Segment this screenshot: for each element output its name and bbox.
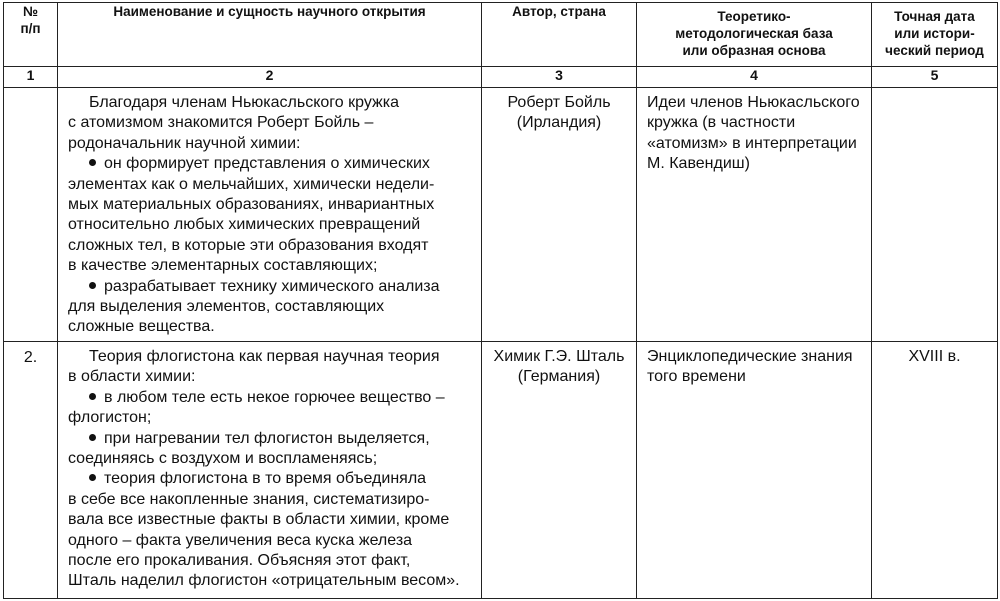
description-intro: Теория флогистона как первая научная теория в области химии: — [68, 348, 440, 386]
column-number: 4 — [637, 67, 872, 88]
bullet-icon — [89, 282, 96, 289]
bullet-icon — [89, 393, 96, 400]
bullet-item: при нагревании тел флогистон выделяется, соединяясь с воздухом и воспламеняясь; — [68, 429, 430, 468]
header-row — [4, 3, 998, 67]
description-intro: Благодаря членам Ньюкасльского кружка с атомизмом знакомится Роберт Бойль – родоначальник научной химии: — [68, 94, 399, 152]
discovery-description — [58, 88, 482, 342]
column-number: 3 — [482, 67, 637, 88]
bullet-item: он формирует представления о химических элементах как о мельчайших, химически недели- мых материальных образованиях, инвариантных относительно любых химических превращений сложных тел, в которые эти образования входят в качестве элементарных составляющих; — [68, 155, 435, 275]
column-number: 1 — [4, 67, 58, 88]
table-row — [4, 342, 998, 599]
column-number: 5 — [872, 67, 998, 88]
table-row — [4, 88, 998, 342]
bullet-icon — [89, 434, 96, 441]
bullet-item: разрабатывает технику химического анализа для выделения элементов, составляющих сложные вещества. — [68, 277, 440, 336]
column-number-row — [4, 67, 998, 88]
header-date-period: Точная дата или истори- ческий период — [872, 3, 998, 67]
author-country: Химик Г.Э. Шталь (Германия) — [482, 342, 637, 599]
header-name-and-essence: Наименование и сущность научного открытия — [58, 3, 482, 67]
date-period — [872, 88, 998, 342]
bullet-item: теория флогистона в то время объединяла в себе все накопленные знания, систематизиро- вала все известные факты в области химии, кроме одного – факта увеличения веса куска железа после его прокаливания. Объясняя этот факт, Шталь наделил флогистон «отрицательным весом». — [68, 470, 460, 590]
header-number: № п/п — [4, 3, 58, 67]
discovery-description — [58, 342, 482, 599]
header-author-country: Автор, страна — [482, 3, 637, 67]
row-number — [4, 88, 58, 342]
bullet-icon — [89, 474, 96, 481]
column-number: 2 — [58, 67, 482, 88]
row-number: 2. — [4, 342, 58, 599]
author-country: Роберт Бойль (Ирландия) — [482, 88, 637, 342]
bullet-icon — [89, 159, 96, 166]
bullet-item: в любом теле есть некое горючее вещество – флогистон; — [68, 388, 445, 427]
discoveries-table — [3, 2, 998, 599]
theoretical-basis: Энциклопедические знания того времени — [637, 342, 872, 599]
theoretical-basis: Идеи членов Ньюкасльского кружка (в частности «атомизм» в интерпретации М. Кавендиш) — [637, 88, 872, 342]
date-period: XVIII в. — [872, 342, 998, 599]
header-theoretical-basis: Теоретико- методологическая база или образная основа — [637, 3, 872, 67]
